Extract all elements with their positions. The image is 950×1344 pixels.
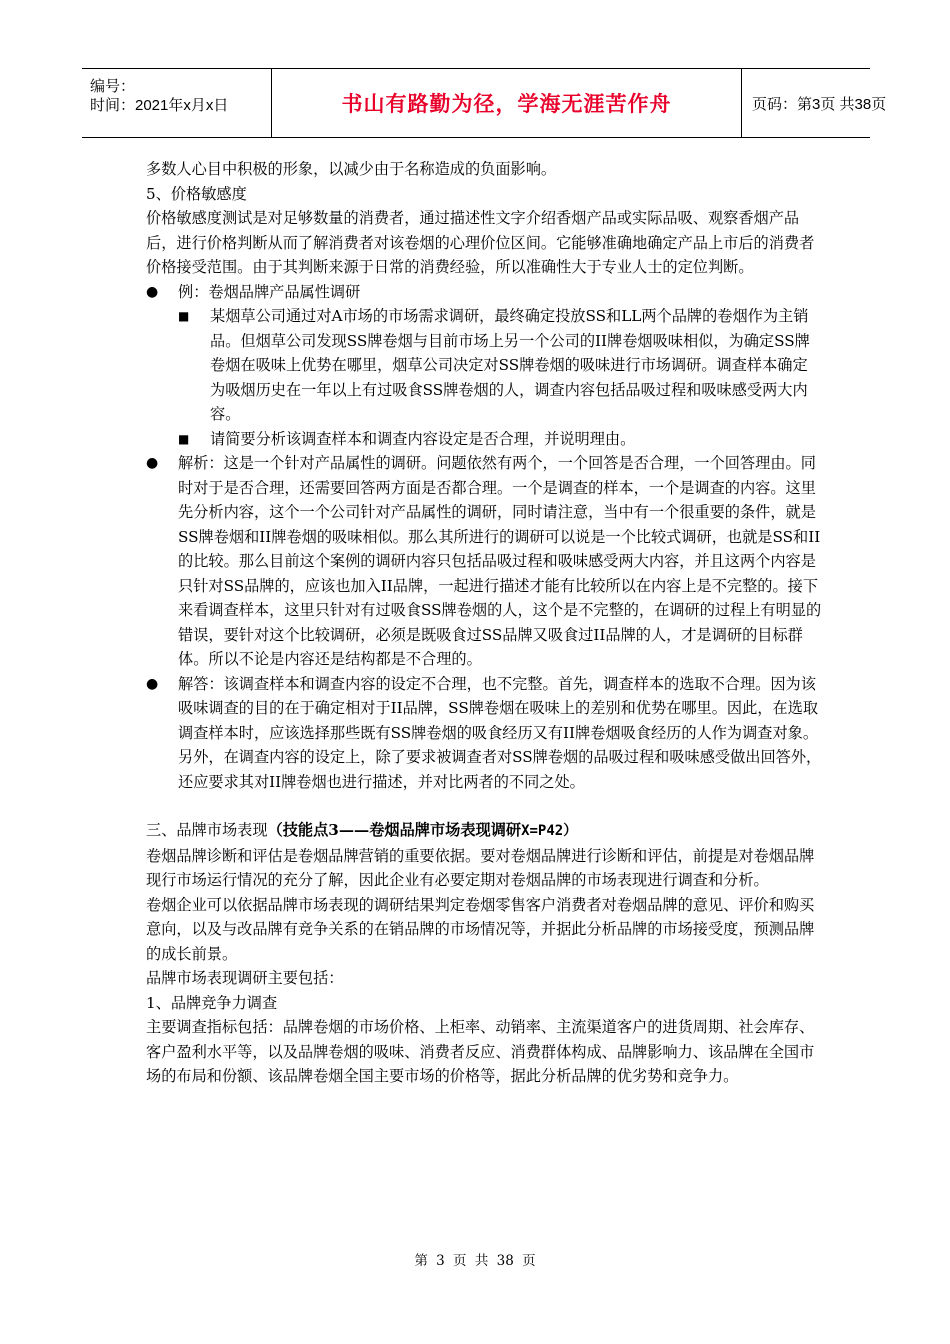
bullet-text: 解析：这是一个针对产品属性的调研。问题依然有两个，一个回答是否合理，一个回答理由。同时对于是否合理，还需要回答两方面是否都合理。一个是调查的样本，一个是调查的内容。这里先分析内容，这个一个公司针对产品属性的调研，同时请注意，当中有一个很重要的条件，就是SS牌卷烟和II牌卷烟的吸味相似。那么其所进行的调研可以说是一个比较式调研，也就是SS和II的比较。那么目前这个案例的调研内容只包括品吸过程和吸味感受两大内容，并且这两个内容是只针对SS品牌的，应该也加入II品牌，一起进行描述才能有比较所以在内容上是不完整的。接下来看调查样本，这里只针对有过吸食SS牌卷烟的人，这个是不完整的，在调研的过程上有明显的错误，要针对这个比较调研，必须是既吸食过SS品牌又吸食过II品牌的人，才是调研的目标群体。所以不论是内容还是结构都是不合理的。: [178, 454, 822, 668]
bullet-item-example: [146, 280, 822, 305]
bullet-text: 解答：该调查样本和调查内容的设定不合理，也不完整。首先，调查样本的选取不合理。因为该吸味调查的目的在于确定相对于II品牌，SS牌卷烟在吸味上的差别和优势在哪里。因此，在选取调查样本时，应该选择那些既有SS牌卷烟的吸食经历又有II牌卷烟吸食经历的人作为调查对象。另外，在调查内容的设定上，除了要求被调查者对SS牌卷烟的品吸过程和吸味感受做出回答外，还应要求其对II牌卷烟也进行描述，并对比两者的不同之处。: [178, 674, 822, 791]
paragraph: 主要调查指标包括：品牌卷烟的市场价格、上柜率、动销率、主流渠道客户的进货周期、社会库存、客户盈利水平等，以及品牌卷烟的吸味、消费者反应、消费群体构成、品牌影响力、该品牌在全国市场的布局和份额、该品牌卷烟全国主要市场的价格等，据此分析品牌的优劣势和竞争力。: [146, 1018, 815, 1085]
paragraph: 多数人心目中积极的形象，以减少由于名称造成的负面影响。: [146, 160, 557, 178]
paragraph: 品牌市场表现调研主要包括：: [146, 969, 344, 987]
bullet-text: 例：卷烟品牌产品属性调研: [178, 282, 361, 301]
paragraph: 卷烟品牌诊断和评估是卷烟品牌营销的重要依据。要对卷烟品牌进行诊断和评估，前提是对卷烟品牌现行市场运行情况的充分了解，因此企业有必要定期对卷烟品牌的市场表现进行调查和分析。: [146, 846, 815, 889]
sub-bullet-item: [178, 427, 822, 452]
subheading-competitiveness: 1、品牌竞争力调查: [146, 993, 278, 1012]
bullet-dot-icon: ●: [146, 455, 159, 471]
square-bullet-icon: ■: [178, 431, 190, 446]
page-header: [82, 68, 887, 138]
header-page-label: 页码：第3页 共38页: [752, 95, 887, 113]
header-meta-cell: [82, 69, 272, 137]
bullet-dot-icon: ●: [146, 283, 159, 300]
paragraph: 价格敏感度测试是对足够数量的消费者，通过描述性文字介绍香烟产品或实际品吸、观察香烟产品后，进行价格判断从而了解消费者对该卷烟的心理价位区间。它能够准确地确定产品上市后的消费者价格接受范围。由于其判断来源于日常的消费经验，所以准确性大于专业人士的定位判断。: [146, 209, 815, 276]
page-footer: 第 3 页 共 38 页: [414, 1253, 536, 1269]
header-motto-cell: [272, 69, 742, 137]
section-page-ref: X=P42）: [521, 823, 578, 839]
sub-bullet-text: 请简要分析该调查样本和调查内容设定是否合理，并说明理由。: [210, 429, 636, 448]
doc-date-label: 时间：2021年x月x日: [90, 97, 229, 114]
square-bullet-icon: ■: [178, 309, 190, 323]
section-heading: [146, 818, 822, 844]
section-skill-note: （技能点3——卷烟品牌市场表现调研: [267, 821, 522, 839]
bullet-item-analysis: [146, 451, 822, 672]
header-motto: 书山有路勤为径，学海无涯苦作舟: [341, 92, 672, 116]
bullet-item-answer: [146, 672, 822, 795]
sub-bullet-text: 某烟草公司通过对A市场的市场需求调研，最终确定投放SS和LL两个品牌的卷烟作为主销品。但烟草公司发现SS牌卷烟与目前市场上另一个公司的II牌卷烟吸味相似，为确定SS牌卷烟在吸味上优势在哪里，烟草公司决定对SS牌卷烟的吸味进行市场调研。调查样本确定为吸烟历史在一年以上有过吸食SS牌卷烟的人，调查内容包括品吸过程和吸味感受两大内容。: [210, 307, 810, 423]
document-body: [146, 157, 822, 1089]
bullet-dot-icon: ●: [146, 675, 159, 692]
subheading-price-sensitivity: 5、价格敏感度: [146, 184, 247, 203]
sub-bullet-item: [178, 304, 822, 427]
doc-number-label: 编号：: [90, 78, 136, 95]
section-title: 三、品牌市场表现: [146, 821, 268, 839]
paragraph: 卷烟企业可以依据品牌市场表现的调研结果判定卷烟零售客户消费者对卷烟品牌的意见、评价和购买意向，以及与改品牌有竞争关系的在销品牌的市场情况等，并据此分析品牌的市场接受度，预测品牌的成长前景。: [146, 895, 815, 963]
